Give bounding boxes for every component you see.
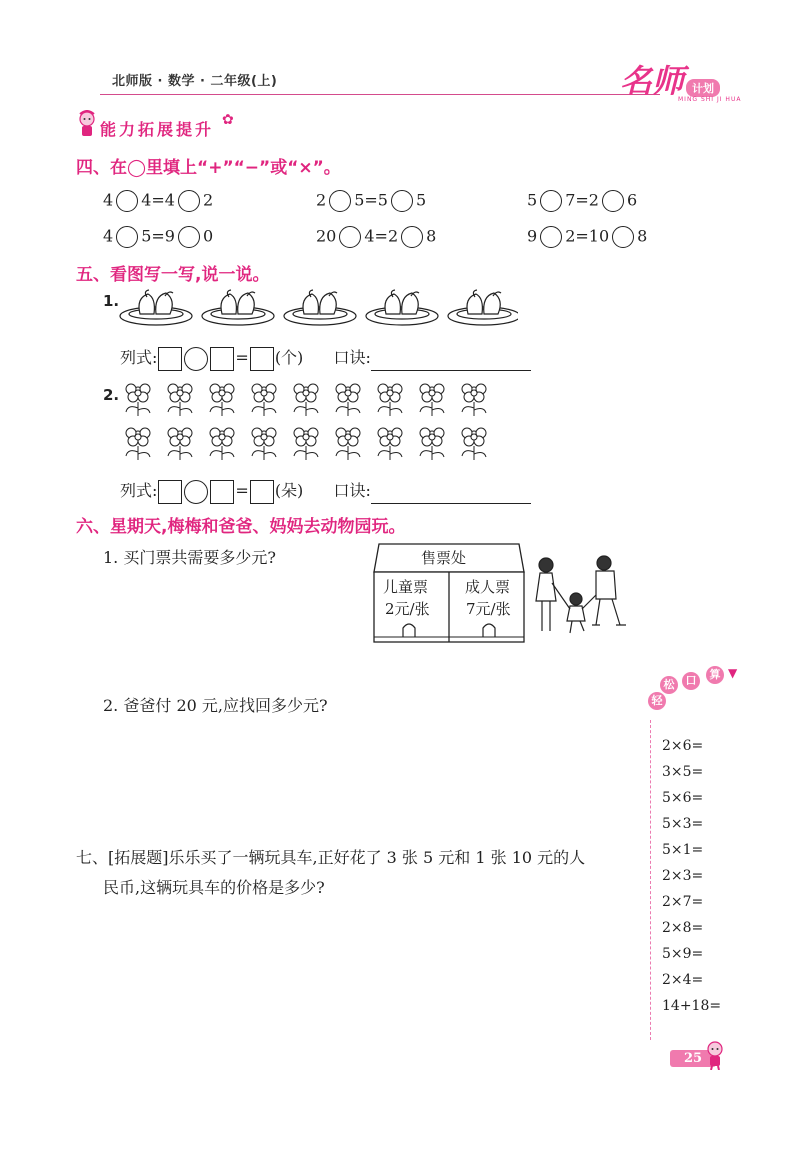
- header-text: 北师版 · 数学 · 二年级(上): [112, 74, 278, 89]
- answer-box[interactable]: [250, 347, 274, 371]
- oral-item: 2×6=: [662, 738, 704, 754]
- q6-item2: 2. 爸爸付 20 元,应找回多少元?: [103, 696, 328, 715]
- q5-item2-number: 2.: [103, 386, 120, 404]
- answer-box[interactable]: [210, 347, 234, 371]
- oral-item: 14+18=: [662, 998, 722, 1014]
- oral-item: 5×3=: [662, 816, 704, 832]
- answer-circle[interactable]: [602, 190, 624, 212]
- q4-row2-col2: 20 4=2 8: [316, 226, 436, 248]
- q4-row1-col1: 4 4=4 2: [103, 190, 213, 212]
- triangle-icon: ▼: [728, 666, 738, 680]
- q5-item1-number: 1.: [103, 292, 120, 310]
- answer-circle[interactable]: [391, 190, 413, 212]
- oral-item: 3×5=: [662, 764, 704, 780]
- answer-circle[interactable]: [401, 226, 423, 248]
- q5-title: 五、看图写一写,说一说。: [76, 265, 270, 285]
- answer-box[interactable]: [158, 480, 182, 504]
- answer-box[interactable]: [250, 480, 274, 504]
- adult-ticket-label: 成人票: [465, 578, 511, 596]
- q4-row1-col2: 2 5=5 5: [316, 190, 426, 212]
- ticket-header: 售票处: [421, 549, 467, 567]
- answer-circle[interactable]: [178, 190, 200, 212]
- oral-list: [662, 733, 721, 1019]
- child-ticket-price: 2元/张: [385, 600, 430, 618]
- oral-item: 2×3=: [662, 868, 704, 884]
- mascot-icon: [76, 110, 98, 142]
- q4-row2-col3: 9 2=10 8: [527, 226, 647, 248]
- section-title: 能力拓展提升: [100, 120, 215, 139]
- answer-circle[interactable]: [329, 190, 351, 212]
- family-image: [530, 553, 630, 642]
- rhyme-answer-line[interactable]: [371, 356, 531, 371]
- answer-circle[interactable]: [184, 480, 208, 504]
- oral-item: 2×8=: [662, 920, 704, 936]
- child-ticket-label: 儿童票: [383, 578, 429, 596]
- q7-line2: 民币,这辆玩具车的价格是多少?: [103, 878, 325, 897]
- q6-title: 六、星期天,梅梅和爸爸、妈妈去动物园玩。: [76, 517, 406, 537]
- oral-item: 5×6=: [662, 790, 704, 806]
- ticket-booth: [371, 542, 526, 648]
- answer-box[interactable]: [158, 347, 182, 371]
- answer-circle[interactable]: [540, 226, 562, 248]
- brand-name: 名师: [620, 62, 685, 100]
- brand-pill: 计划: [686, 79, 720, 97]
- brand-sub: MING SHI JI HUA: [678, 96, 742, 103]
- q4-row2-col1: 4 5=9 0: [103, 226, 213, 248]
- sidebar-divider: [650, 720, 651, 1040]
- q7-line1: 七、[拓展题]乐乐买了一辆玩具车,正好花了 3 张 5 元和 1 张 10 元的人: [76, 848, 586, 867]
- oral-item: 5×9=: [662, 946, 704, 962]
- brand-logo: [620, 56, 742, 103]
- oral-item: 5×1=: [662, 842, 704, 858]
- q4-row1-col3: 5 7=2 6: [527, 190, 637, 212]
- answer-circle[interactable]: [116, 226, 138, 248]
- header-divider: [100, 94, 660, 95]
- flower-icon: ✿: [222, 112, 234, 128]
- q5-item2-formula: 列式: = (朵) 口诀:: [120, 478, 531, 504]
- answer-circle[interactable]: [116, 190, 138, 212]
- answer-circle[interactable]: [178, 226, 200, 248]
- peach-plates-image: [118, 288, 518, 334]
- oral-item: 2×4=: [662, 972, 704, 988]
- q4-title: 四、在◯里填上“+”“−”或“×”。: [76, 158, 341, 178]
- rhyme-answer-line[interactable]: [371, 489, 531, 504]
- q5-item1-formula: 列式: = (个) 口诀:: [120, 345, 531, 371]
- oral-item: 2×7=: [662, 894, 704, 910]
- answer-circle[interactable]: [339, 226, 361, 248]
- page-number: 25: [670, 1050, 716, 1067]
- answer-circle[interactable]: [540, 190, 562, 212]
- answer-circle[interactable]: [612, 226, 634, 248]
- q6-item1: 1. 买门票共需要多少元?: [103, 548, 276, 567]
- answer-circle[interactable]: [184, 347, 208, 371]
- flowers-image: [118, 380, 508, 472]
- answer-box[interactable]: [210, 480, 234, 504]
- mascot-icon: [704, 1040, 726, 1074]
- adult-ticket-price: 7元/张: [466, 600, 511, 618]
